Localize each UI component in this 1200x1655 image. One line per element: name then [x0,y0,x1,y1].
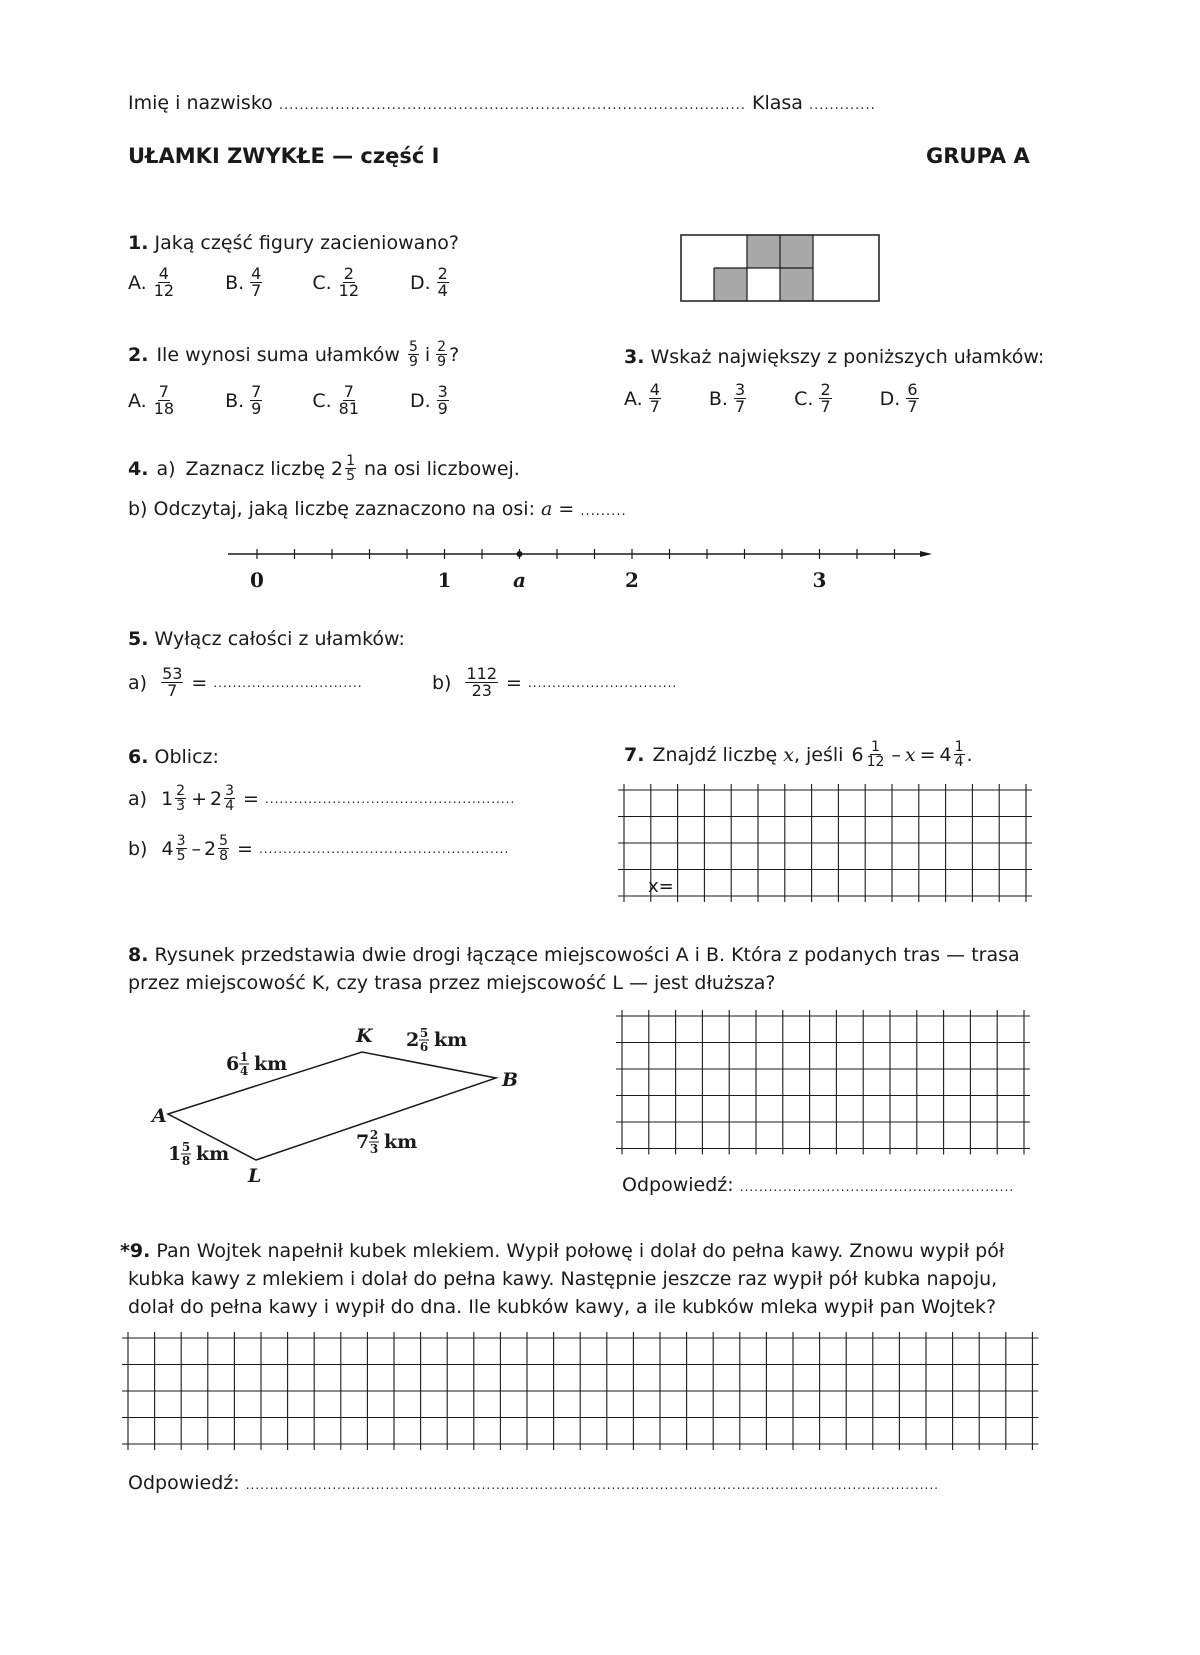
q6-a-term-2: 2 $\frac{3}{4}$ [210,783,235,814]
q2-option-d[interactable] [410,384,451,417]
q6-a-answer[interactable]: .................................................... [264,791,516,806]
q6-a [128,784,515,813]
q4-b-label: b) [128,498,148,520]
q2-and: i [424,343,431,366]
q6-b-term-2: 2 $\frac{5}{8}$ [204,833,229,864]
axis-label: 0 [250,568,264,592]
edge-num: 5 [181,1140,191,1154]
q9-answer-label: Odpowiedź: [128,1472,240,1494]
q7-number: 7. [624,743,645,766]
q5-b-eq: = [506,671,522,694]
q1-option-d[interactable] [410,266,451,299]
q7-var-2: x [904,743,916,766]
edge-length-label [406,1026,467,1054]
shaded-cell [714,268,747,301]
q1-question: Jaką część figury zacieniowano? [154,232,460,254]
q8-roads-figure [140,1010,540,1190]
q7-minus: – [891,743,901,766]
q9-question-1: Pan Wojtek napełnił kubek mlekiem. Wypił połowę i dolał do pełna kawy. Znowu wypił pół [156,1240,1005,1262]
option-fraction: $\frac{7}{81}$ [338,382,359,418]
q7-answer-label: x= [648,876,674,897]
option-fraction: $\frac{3}{7}$ [734,380,746,416]
q8-answer-label: Odpowiedź: [622,1174,734,1196]
q5-b-label: b) [432,671,452,694]
q8-question-2: przez miejscowość K, czy trasa przez miejscowość L — jest dłuższa? [128,972,776,994]
q4-mixed-number: 2 $\frac{1}{5}$ [331,453,356,484]
edge-unit: km [384,1131,418,1153]
edge-whole: 2 [406,1029,420,1051]
q1-text [128,232,459,254]
option-label: D. [410,271,431,294]
class-line[interactable] [752,92,876,114]
q6-number: 6. [128,746,149,768]
q4-number: 4. [128,457,149,480]
option-fraction: $\frac{2}{4}$ [437,264,448,300]
q3-text [624,346,1044,368]
q9-answer [128,1472,939,1494]
q2-fraction-2: $\frac{2}{9}$ [437,339,447,370]
q5-a [128,666,363,699]
q5-text [128,628,405,650]
q4-b-answer[interactable]: ......... [580,504,627,519]
option-fraction: $\frac{3}{9}$ [437,382,448,418]
q7-term-1: 6 $\frac{1}{12}$ [851,739,885,770]
q1-options [128,266,499,299]
q6-b-eq: = [237,837,253,860]
edge-length-label [226,1050,287,1078]
shaded-cell [780,268,813,301]
q6-text [128,746,219,768]
q8-answer-dots[interactable]: ......................................................... [739,1180,1015,1194]
edge-num: 5 [419,1026,429,1040]
option-fraction: $\frac{4}{7}$ [251,264,262,300]
q2-fraction-1: $\frac{5}{9}$ [408,339,418,370]
option-label: C. [312,389,332,412]
edge-num: 1 [239,1050,249,1064]
q9-line-1 [120,1240,1004,1262]
q8-answer [622,1174,1014,1196]
option-fraction: $\frac{6}{7}$ [907,380,918,416]
option-label: D. [410,389,431,412]
q3-option-c[interactable] [794,382,834,415]
q2-options [128,384,499,417]
q2-qmark: ? [449,343,460,366]
q6-b [128,834,509,863]
q6-b-label: b) [128,837,148,860]
q5-a-answer[interactable]: ............................... [213,675,363,690]
shaded-cell [780,235,813,268]
q6-b-term-1: 4 $\frac{3}{5}$ [161,833,186,864]
name-line[interactable] [128,92,746,114]
edge-den: 6 [419,1040,429,1054]
option-label: A. [624,387,643,410]
q5-a-eq: = [191,671,208,694]
q2-question: Ile wynosi suma ułamków [156,343,400,366]
option-fraction: $\frac{2}{12}$ [338,264,359,300]
q1-number: 1. [128,232,149,254]
q3-option-d[interactable] [880,382,921,415]
q9-question-2: kubka kawy z mlekiem i dolał do pełna kawy. Następnie jeszcze raz wypił pół kubka napoju, [128,1268,998,1290]
option-fraction: $\frac{2}{7}$ [820,380,831,416]
q6-b-op: – [191,837,201,860]
q3-number: 3. [624,346,645,368]
q4-b-text [128,498,627,520]
q9-answer-grid[interactable] [122,1330,1042,1450]
number-line[interactable] [220,540,940,600]
edge-whole: 1 [168,1143,182,1165]
q9-question-3: dolał do pełna kawy i wypił do dna. Ile kubków kawy, a ile kubków mleka wypił pan Wojtek? [128,1296,997,1318]
shaded-cell [747,235,780,268]
q1-option-b[interactable] [225,266,264,299]
axis-label: 3 [812,568,827,592]
option-fraction: $\frac{7}{9}$ [251,382,262,418]
q7-answer-grid[interactable] [616,782,1042,902]
edge-whole: 6 [226,1053,240,1075]
q8-line-1 [128,944,1020,966]
edge-den: 8 [181,1154,191,1168]
q8-number: 8. [128,944,149,966]
option-label: A. [128,389,147,412]
class-dots: ............. [808,98,876,113]
q2-text [128,340,459,369]
q6-a-label: a) [128,787,148,810]
q9-number: *9. [120,1240,151,1262]
q2-option-a[interactable] [128,384,177,417]
q5-number: 5. [128,628,149,650]
option-fraction: $\frac{4}{7}$ [649,380,660,416]
edge-den: 3 [369,1142,379,1156]
q6-b-answer[interactable]: .................................................... [258,841,510,856]
q5-a-label: a) [128,671,148,694]
q5-a-fraction: $\frac{53}{7}$ [162,664,183,700]
edge-num: 2 [369,1128,379,1142]
edge-length-label [168,1140,229,1168]
q1-figure [680,234,880,304]
option-fraction: $\frac{7}{18}$ [153,382,175,418]
q1-option-c[interactable] [312,266,362,299]
q4-a-question-end: na osi liczbowej. [364,457,520,480]
edge-unit: km [254,1053,288,1075]
axis-arrow [920,551,932,557]
q6-a-op: + [191,787,207,810]
q5-b-fraction: $\frac{112}{23}$ [466,664,498,700]
option-label: D. [879,387,901,410]
q6-a-term-1: 1 $\frac{2}{3}$ [161,783,186,814]
option-label: B. [225,389,245,412]
q7-text [624,740,973,769]
point-l: L [248,1165,262,1187]
option-label: B. [708,387,728,410]
q1-option-a[interactable] [128,266,177,299]
q6-question: Oblicz: [154,746,219,768]
edge-unit: km [434,1029,468,1051]
q3-question: Wskaż największy z poniższych ułamków: [650,346,1045,368]
option-label: C. [312,271,332,294]
q3-option-b[interactable] [709,382,748,415]
q7-period: . [966,743,973,766]
q7-eq: = [919,743,936,766]
option-fraction: $\frac{4}{12}$ [153,264,175,300]
q5-question: Wyłącz całości z ułamków: [154,628,405,650]
group-label: GRUPA A [926,144,1030,168]
q4-b-var: a [541,498,553,520]
q7-question-mid: , jeśli [793,743,844,766]
option-label: B. [225,271,245,294]
q2-option-b[interactable] [225,384,264,417]
point-k: K [356,1025,373,1047]
q5-b [432,666,677,699]
point-a: A [152,1105,167,1127]
q3-option-a[interactable] [624,382,663,415]
q2-option-c[interactable] [312,384,362,417]
q6-a-eq: = [243,787,259,810]
class-label: Klasa [752,92,803,114]
page-title: UŁAMKI ZWYKŁE — część I [128,144,440,168]
q5-b-answer[interactable]: ............................... [527,675,678,690]
q7-term-2: 4 $\frac{1}{4}$ [939,739,964,770]
edge-length-label [356,1128,417,1156]
q8-answer-grid[interactable] [614,1008,1042,1158]
option-label: C. [794,387,814,410]
q4-b-eq: = [558,498,575,520]
name-dots: ........................................................................................... [278,98,746,113]
q7-var: x [783,743,794,766]
edge-den: 4 [239,1064,249,1078]
axis-point-a [517,551,523,557]
q4-b-question: Odczytaj, jaką liczbę zaznaczono na osi: [153,498,535,520]
q4-a-label: a) [156,457,176,480]
edge-whole: 7 [356,1131,370,1153]
q4-a-text [128,454,520,483]
axis-label: 1 [437,568,452,592]
q7-question: Znajdź liczbę [652,743,778,766]
edge-unit: km [196,1143,230,1165]
option-label: A. [128,271,147,294]
q3-options [624,382,967,415]
axis-label: 2 [625,568,639,592]
q2-number: 2. [128,343,149,366]
q8-question-1: Rysunek przedstawia dwie drogi łączące miejscowości A i B. Która z podanych tras — trasa [154,944,1020,966]
name-label: Imię i nazwisko [128,92,273,114]
q4-a-question: Zaznacz liczbę [185,457,326,480]
axis-label-a: a [513,568,526,592]
q9-answer-dots[interactable]: ................................................................................................................................................ [245,1478,939,1492]
point-b: B [502,1069,519,1091]
